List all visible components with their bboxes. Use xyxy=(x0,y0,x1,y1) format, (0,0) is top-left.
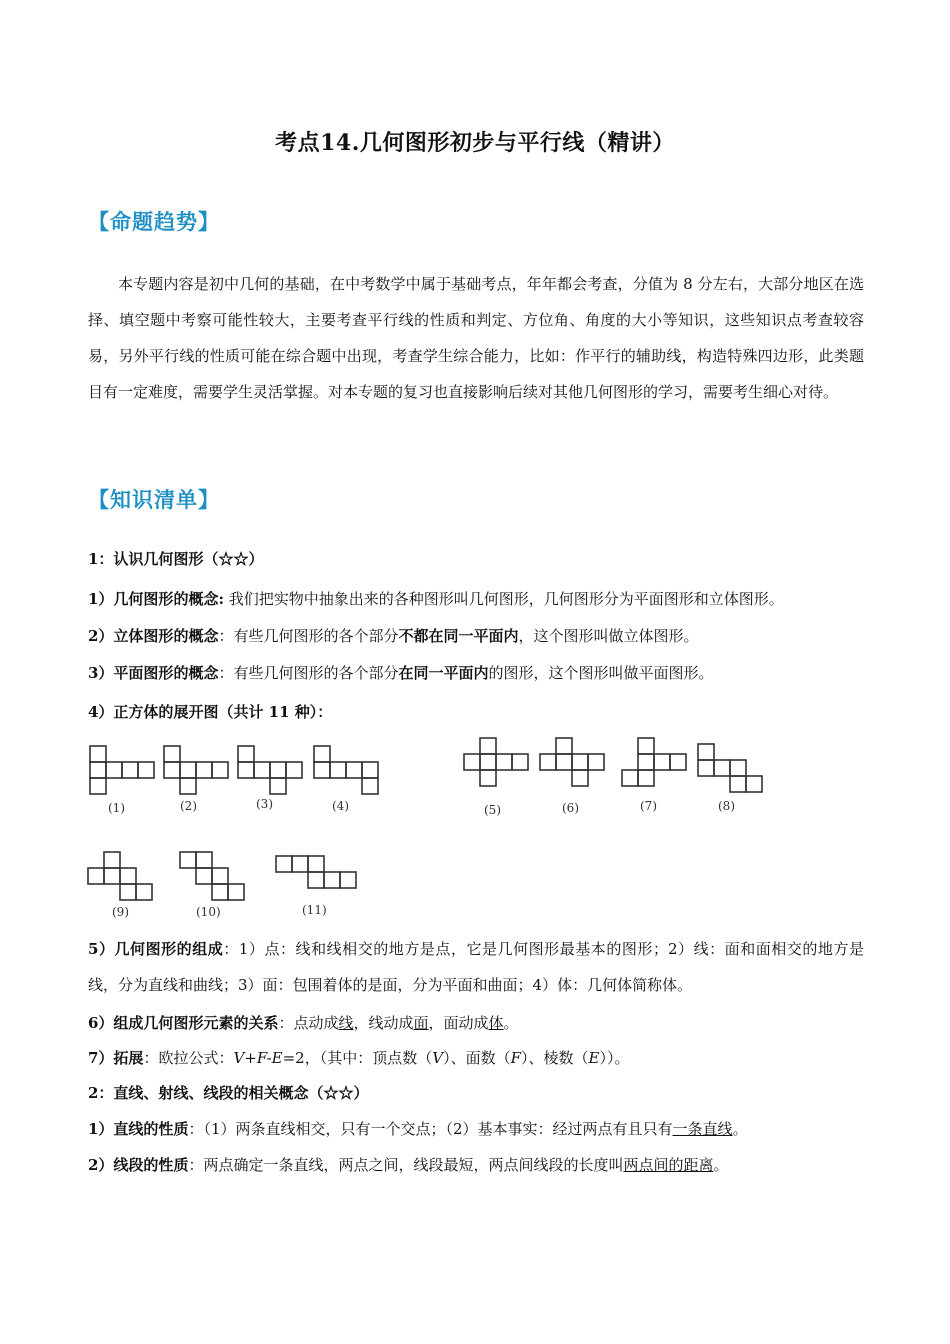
item-segment-property xyxy=(88,1147,868,1183)
item-underline: 体 xyxy=(488,1014,504,1032)
net-label: (9) xyxy=(112,905,129,919)
item-label: 6）组成几何图形元素的关系 xyxy=(88,1014,279,1032)
item-underline: 两点间的距离 xyxy=(623,1156,714,1174)
cube-net-7 xyxy=(622,738,686,786)
item-euler-formula xyxy=(88,1040,868,1076)
cube-net-3 xyxy=(238,746,302,794)
net-label: (2) xyxy=(180,799,197,813)
item-line-property xyxy=(88,1111,868,1147)
item-text: ：1）点：线和线相交的地方是点，它是几何图形最基本的图形；2）线：面和面相交的地方是线，分为直线和曲线；3）面：包围着体的是面，分为平面和曲面；4）体：几何体简称体。 xyxy=(88,940,864,994)
item-figure-concept xyxy=(88,581,868,617)
section1-title: 1：认识几何图形（☆☆） xyxy=(88,550,264,568)
item-text: 。 xyxy=(503,1014,519,1032)
item-text: ，这个图形叫做立体图形。 xyxy=(518,627,699,645)
net-label: (1) xyxy=(108,801,125,815)
cube-net-10 xyxy=(180,852,244,900)
item-underline: 线 xyxy=(338,1014,354,1032)
section2-title: 2：直线、射线、线段的相关概念（☆☆） xyxy=(88,1084,369,1102)
item-underline: 面 xyxy=(413,1014,429,1032)
net-label: (6) xyxy=(562,801,579,815)
item-element-relation xyxy=(88,1005,868,1041)
item-text: ，面动成 xyxy=(428,1014,489,1032)
net-label: (4) xyxy=(332,799,349,813)
cube-nets-figure xyxy=(80,736,780,926)
cube-net-2 xyxy=(164,746,228,794)
item-text: 的图形，这个图形叫做平面图形。 xyxy=(488,664,714,682)
item-emphasis: 不都在同一平面内 xyxy=(398,627,519,645)
cube-net-8 xyxy=(698,744,762,792)
cube-net-6 xyxy=(540,738,604,786)
item-label: 2）立体图形的概念 xyxy=(88,627,219,645)
formula: V+F-E xyxy=(233,1049,283,1067)
item-text: ：有些几何图形的各个部分 xyxy=(218,664,399,682)
item-composition xyxy=(88,931,864,1003)
item-label: 1）直线的性质 xyxy=(88,1120,189,1138)
formula-var: E xyxy=(588,1049,600,1067)
item-solid-concept xyxy=(88,618,868,654)
item-cube-nets: 4）正方体的展开图（共计 11 种）： xyxy=(88,703,333,721)
net-label: (7) xyxy=(640,799,657,813)
item-text: 。 xyxy=(713,1156,729,1174)
item-underline: 一条直线 xyxy=(672,1120,733,1138)
item-text: ）、面数（ xyxy=(443,1049,511,1067)
net-label: (3) xyxy=(256,797,273,811)
item-text: 。 xyxy=(732,1120,748,1138)
item-text: ：有些几何图形的各个部分 xyxy=(218,627,399,645)
item-text: ））。 xyxy=(599,1049,630,1067)
item-emphasis: 在同一平面内 xyxy=(398,664,489,682)
item-text: ：两点确定一条直线，两点之间，线段最短，两点间线段的长度叫 xyxy=(188,1156,624,1174)
cube-net-4 xyxy=(314,746,378,794)
item-label: 1）几何图形的概念: xyxy=(88,590,224,608)
item-text: ：欧拉公式： xyxy=(143,1049,234,1067)
page-title: 考点14.几何图形初步与平行线（精讲） xyxy=(275,130,675,156)
net-label: (10) xyxy=(196,905,221,919)
trend-paragraph: 本专题内容是初中几何的基础，在中考数学中属于基础考点，年年都会考查，分值为 8 分左右，大部分地区在选择、填空题中考察可能性较大，主要考查平行线的性质和判定、方位角、角度的大小等知识，这些知识点考查较容易，另外平行线的性质可能在综合题中出现，考查学生综合能力，比如：作平行的辅助线，构造特殊四边形，此类题目有一定难度，需要学生灵活掌握。对本专题的复习也直接影响后续对其他几何图形的学习，需要考生细心对待。 xyxy=(88,275,864,401)
item-text: ，线动成 xyxy=(353,1014,414,1032)
item-label: 3）平面图形的概念 xyxy=(88,664,219,682)
trend-heading: 【命题趋势】 xyxy=(88,209,220,234)
item-text: =2，（其中：顶点数（ xyxy=(282,1049,433,1067)
net-label: (11) xyxy=(302,903,327,917)
item-text: ：（1）两条直线相交，只有一个交点；（2）基本事实：经过两点有且只有 xyxy=(188,1120,673,1138)
item-text: ：点动成 xyxy=(278,1014,339,1032)
item-label: 2）线段的性质 xyxy=(88,1156,189,1174)
cube-net-1 xyxy=(90,746,154,794)
item-label: 7）拓展 xyxy=(88,1049,144,1067)
cube-net-5 xyxy=(464,738,528,786)
formula-var: F xyxy=(510,1049,522,1067)
item-label: 5）几何图形的组成 xyxy=(88,940,224,958)
formula-var: V xyxy=(432,1049,444,1067)
item-plane-concept xyxy=(88,655,868,691)
item-text: ）、棱数（ xyxy=(521,1049,589,1067)
net-label: (5) xyxy=(484,803,501,817)
item-text: 我们把实物中抽象出来的各种图形叫几何图形，几何图形分为平面图形和立体图形。 xyxy=(223,590,784,608)
cube-net-9 xyxy=(88,852,152,900)
cube-net-11 xyxy=(276,856,356,888)
net-label: (8) xyxy=(718,799,735,813)
knowledge-heading: 【知识清单】 xyxy=(88,487,220,512)
